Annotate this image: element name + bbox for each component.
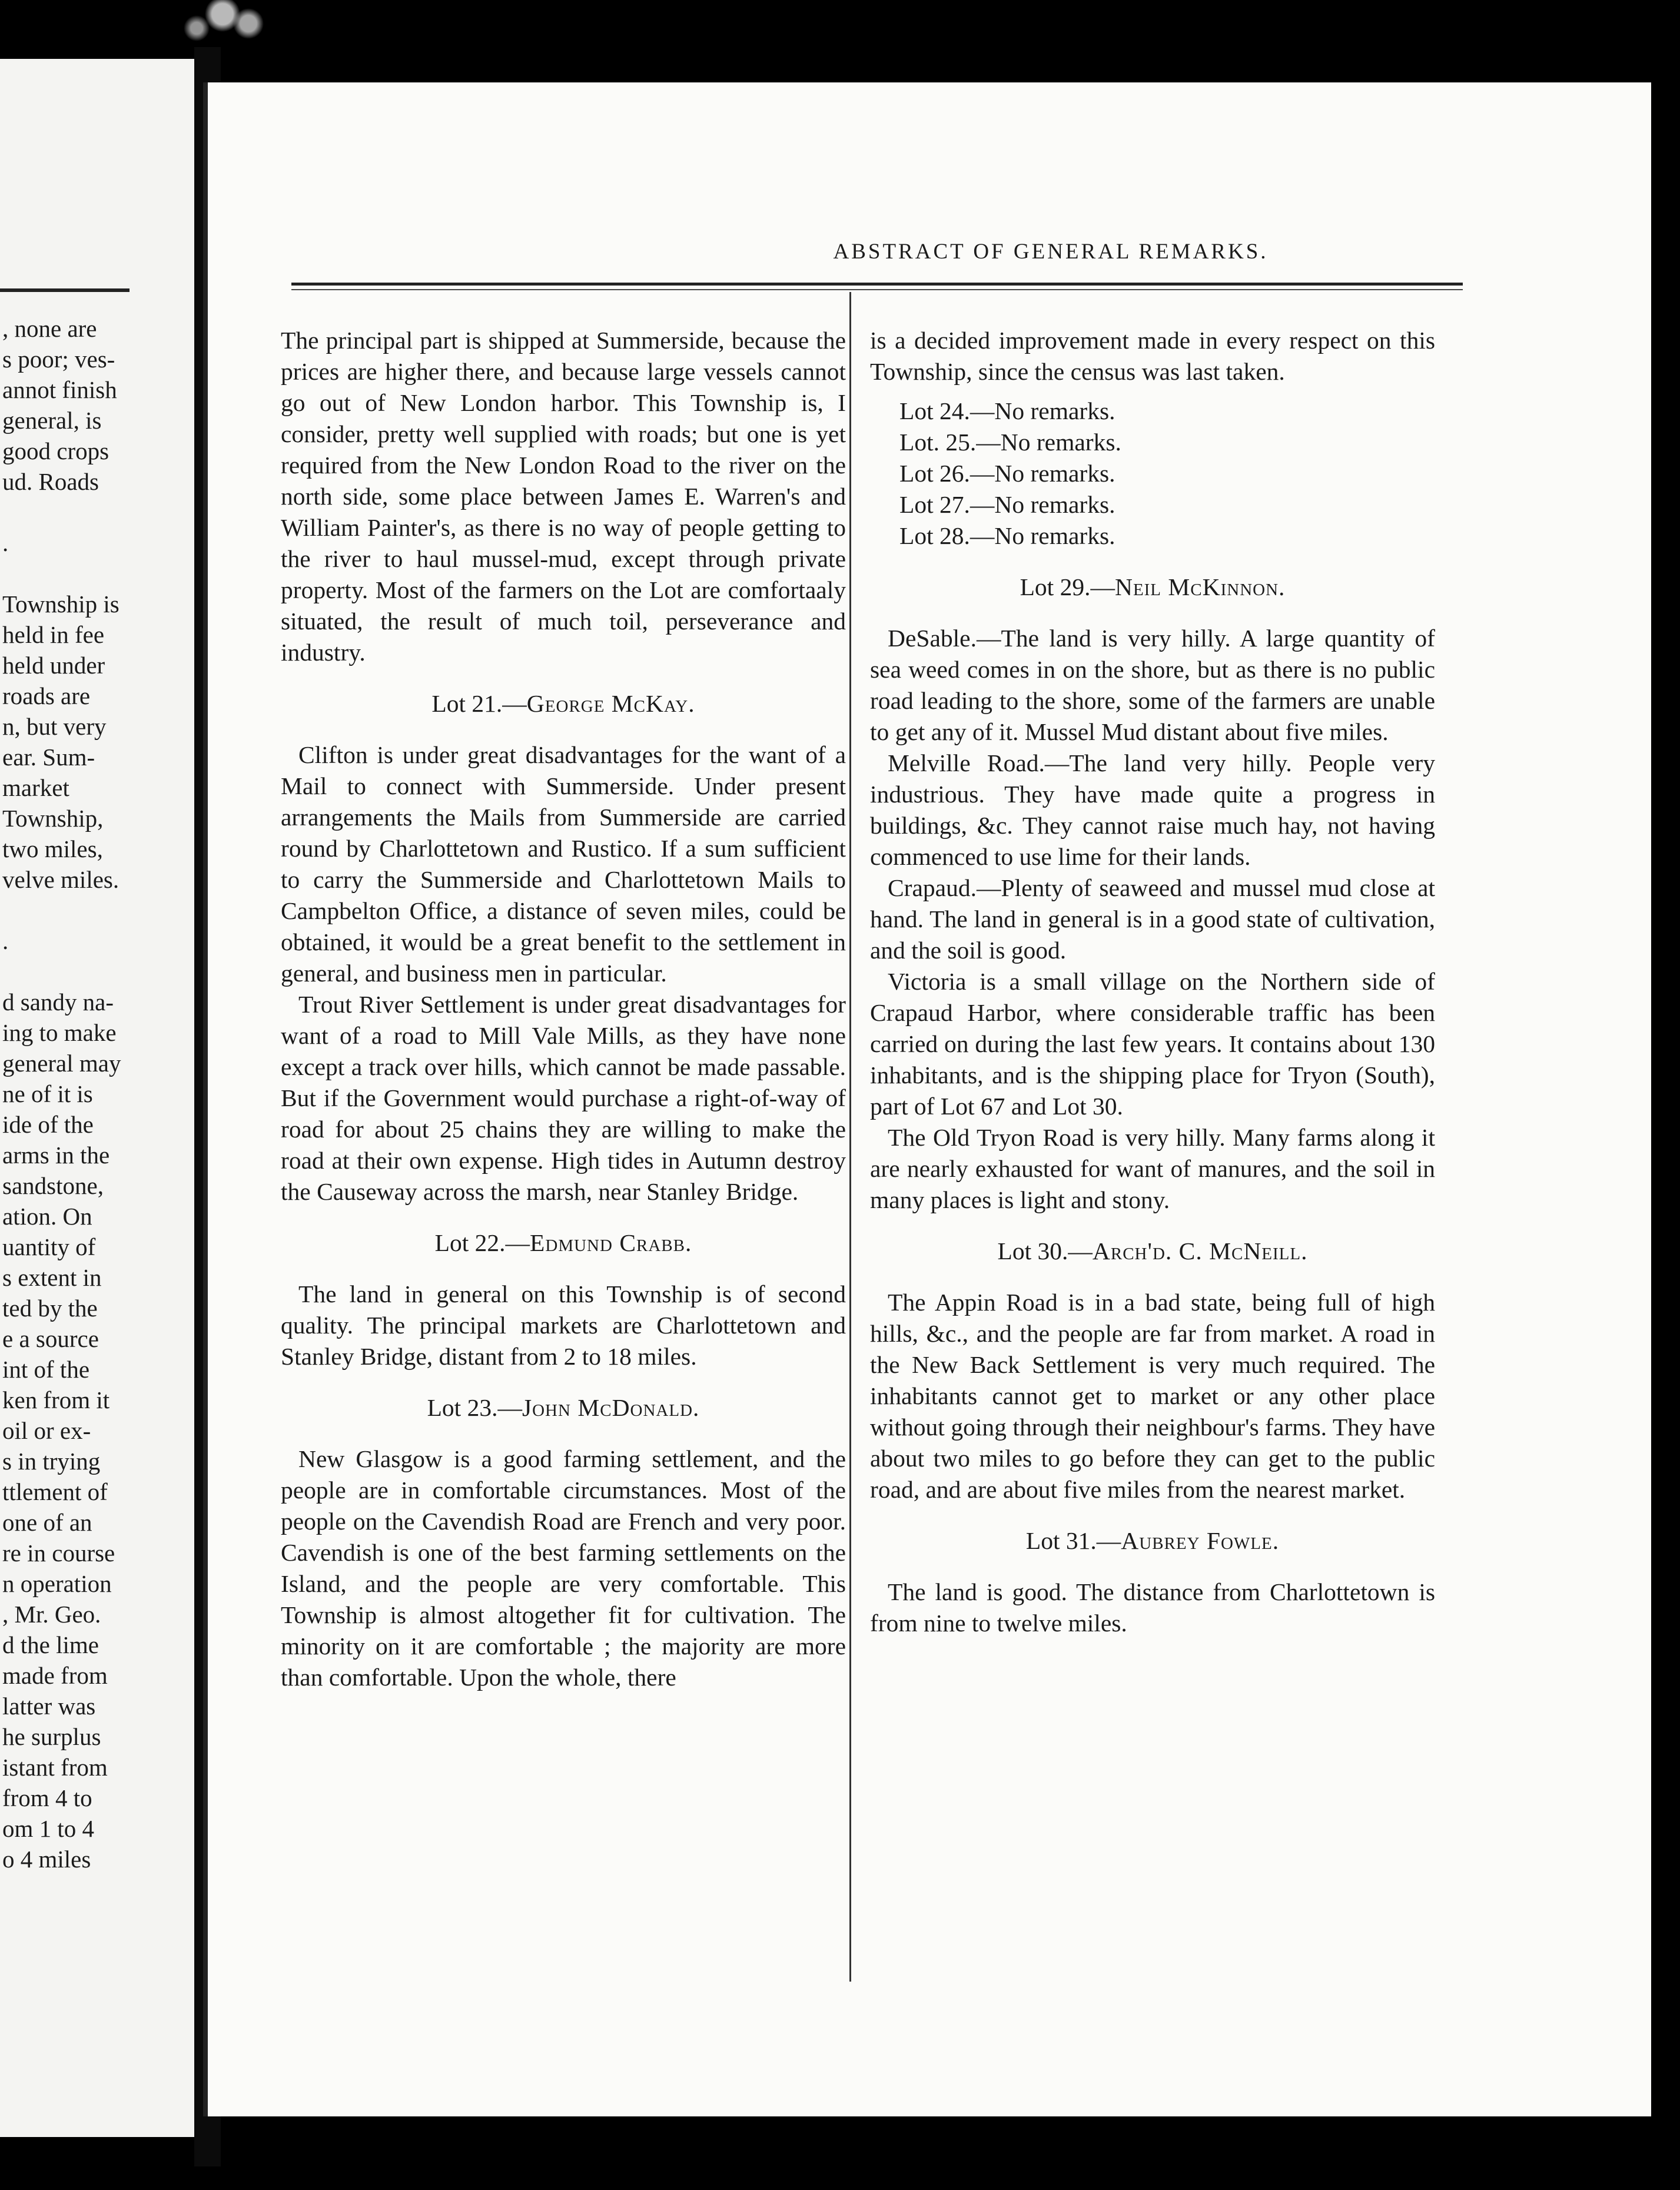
paragraph: DeSable.—The land is very hilly. A large quantity of sea weed comes in on the shore, but as there is no public road leading to the shore, some of the farmers are unable to get any of it. Mussel Mud distant about five miles. [870, 625, 1435, 745]
facing-page-line: om 1 to 4 [2, 1815, 95, 1842]
facing-page-line: d the lime [2, 1631, 99, 1658]
lot-30-heading [870, 1236, 1435, 1267]
facing-page-line: held in fee [2, 621, 105, 648]
paragraph: Crapaud.—Plenty of seaweed and mussel mud close at hand. The land in general is in a good state of cultivation, and the soil is good. [870, 874, 1435, 964]
lot-29-heading [870, 572, 1435, 603]
facing-page-rule [0, 288, 130, 292]
lot-28-line: Lot 28.—No remarks. [899, 522, 1115, 549]
paragraph: Clifton is under great disadvantages for the want of a Mail to connect with Summerside. Under present arrangements the Mails from Summerside are carried round by Charlottetown and Rustico. If a sum sufficient to carry the Summerside and Charlottetown Mails to Campbelton Office, a distance of seven miles, could be obtained, it would be a great benefit to the settlement in general, and business men in particular. [281, 741, 846, 987]
lot-number: Lot 22.— [434, 1229, 530, 1256]
lot-number: Lot 21.— [431, 690, 527, 717]
lot-27-line: Lot 27.—No remarks. [899, 491, 1115, 518]
paragraph: The principal part is shipped at Summerside, because the prices are higher there, and because large vessels cannot go out of New London harbor. This Township is, I consider, pretty well supplied with roads; but one is yet required from the New London Road to the river on the north side, some place between James E. Warren's and William Painter's, as there is no way of people getting to the river to haul mussel-mud, except through private property. Most of the farmers on the Lot are comfortaaly situated, the result of much toil, perseverance and industry. [281, 327, 846, 666]
facing-page-line: o 4 miles [2, 1846, 91, 1873]
facing-page-line: ide of the [2, 1111, 94, 1138]
right-column [870, 325, 1435, 1639]
header-rule-thin [291, 289, 1463, 290]
facing-page-fragment [0, 59, 194, 2137]
facing-page-line: int of the [2, 1356, 90, 1383]
paragraph: Victoria is a small village on the Northern side of Crapaud Harbor, where considerable traffic has been carried on during the last few years. It contains about 130 inhabitants, and is the shipping place for Tryon (South), part of Lot 67 and Lot 30. [870, 968, 1435, 1120]
facing-page-line: latter was [2, 1693, 96, 1720]
facing-page-line: annot finish [2, 376, 117, 403]
facing-page-line: , Mr. Geo. [2, 1601, 101, 1628]
lot-number: Lot 30.— [997, 1237, 1093, 1265]
facing-page-line: general, is [2, 407, 102, 434]
facing-page-line: ation. On [2, 1203, 92, 1230]
facing-page-line: roads are [2, 682, 91, 709]
facing-page-line: n operation [2, 1570, 112, 1597]
facing-page-line: uantity of [2, 1233, 96, 1260]
lot-owner: George McKay. [526, 690, 695, 717]
facing-page-line: velve miles. [2, 866, 119, 893]
lot-owner: Arch'd. C. McNeill. [1092, 1237, 1308, 1265]
scan-edge-noise [171, 0, 300, 47]
paragraph: The Appin Road is in a bad state, being full of high hills, &c., and the people are far from market. A road in the New Back Settlement is very much required. The inhabitants cannot get to market or any other place without going through their neighbour's farms. They have about two miles to go before they can get to the public road, and are about five miles from the nearest market. [870, 1289, 1435, 1503]
lot-21-heading [281, 688, 846, 719]
facing-page-line: , none are [2, 315, 97, 342]
paragraph: Trout River Settlement is under great disadvantages for want of a road to Mill Vale Mills, as they have none except a track over hills, which cannot be made passable. But if the Government would purchase a right-of-way of road for about 25 chains they are willing to make the road at their own expense. High tides in Autumn destroy the Causeway across the marsh, near Stanley Bridge. [281, 991, 846, 1205]
facing-page-line: ud. Roads [2, 468, 99, 495]
lot-owner: Neil McKinnon. [1114, 573, 1286, 600]
lot-26-line: Lot 26.—No remarks. [899, 460, 1115, 487]
paragraph: Melville Road.—The land very hilly. People very industrious. They have made quite a progress in buildings, &c. They cannot raise much hay, not having commenced to use lime for their lands. [870, 749, 1435, 870]
lot-25-line: Lot. 25.—No remarks. [899, 429, 1121, 456]
facing-page-line: sandstone, [2, 1172, 104, 1199]
paragraph: The Old Tryon Road is very hilly. Many farms along it are nearly exhausted for want of manures, and the soil in many places is light and stony. [870, 1124, 1435, 1213]
facing-page-line: ken from it [2, 1386, 110, 1413]
column-divider [849, 292, 851, 1982]
facing-page-line: made from [2, 1662, 108, 1689]
lot-owner: Edmund Crabb. [530, 1229, 692, 1256]
facing-page-line: istant from [2, 1754, 108, 1781]
lot-22-heading [281, 1227, 846, 1259]
page-header-title: ABSTRACT OF GENERAL REMARKS. [833, 240, 1269, 264]
facing-page-line: arms in the [2, 1142, 110, 1169]
lot-number: Lot 23.— [427, 1394, 522, 1421]
facing-page-line: ing to make [2, 1019, 117, 1046]
lot-23-heading [281, 1392, 846, 1424]
facing-page-line: s in trying [2, 1448, 101, 1475]
facing-page-line: ted by the [2, 1295, 98, 1322]
paragraph: The land is good. The distance from Charlottetown is from nine to twelve miles. [870, 1578, 1435, 1637]
document-page [203, 82, 1651, 2116]
facing-page-line: oil or ex- [2, 1417, 91, 1444]
facing-page-line: n, but very [2, 713, 107, 740]
facing-page-line: held under [2, 652, 105, 679]
facing-page-line: Township, [2, 805, 104, 832]
facing-page-line: good crops [2, 437, 109, 464]
lot-number: Lot 31.— [1025, 1527, 1121, 1554]
paragraph: New Glasgow is a good farming settlement, and the people are in comfortable circumstances. Most of the people on the Cavendish Road are French and very poor. Cavendish is one of the best farming settlements on the Island, and the people are very comfortable. This Township is almost altogether fit for cultivation. The minority on it are comfortable ; the majority are more than comfortable. Upon the whole, there [281, 1445, 846, 1691]
lot-31-heading [870, 1525, 1435, 1557]
paragraph: The land in general on this Township is of second quality. The principal markets are Charlottetown and Stanley Bridge, distant from 2 to 18 miles. [281, 1280, 846, 1370]
lot-number: Lot 29.— [1020, 573, 1115, 600]
paragraph: is a decided improvement made in every respect on this Township, since the census was last taken. [870, 327, 1435, 385]
facing-page-line: Township is [2, 590, 119, 618]
facing-page-line: from 4 to [2, 1784, 92, 1811]
facing-page-line: e a source [2, 1325, 99, 1352]
facing-page-line: d sandy na- [2, 988, 114, 1016]
lot-owner: Aubrey Fowle. [1121, 1527, 1280, 1554]
facing-page-line: ear. Sum- [2, 744, 95, 771]
facing-page-line: market [2, 774, 69, 801]
lot-owner: John McDonald. [522, 1394, 700, 1421]
facing-page-line: one of an [2, 1509, 92, 1536]
left-column [281, 325, 846, 1693]
facing-page-line: s extent in [2, 1264, 102, 1291]
facing-page-line: ne of it is [2, 1080, 93, 1107]
facing-page-line: . [2, 529, 9, 556]
lot-24-line: Lot 24.—No remarks. [899, 397, 1115, 424]
facing-page-line: he surplus [2, 1723, 101, 1750]
header-rule [291, 283, 1463, 286]
facing-page-line: . [2, 927, 9, 954]
page-header [203, 239, 1651, 264]
facing-page-line: ttlement of [2, 1478, 108, 1505]
facing-page-line: two miles, [2, 835, 103, 862]
facing-page-line: re in course [2, 1539, 115, 1567]
facing-page-line: general may [2, 1050, 121, 1077]
facing-page-line: s poor; ves- [2, 346, 115, 373]
